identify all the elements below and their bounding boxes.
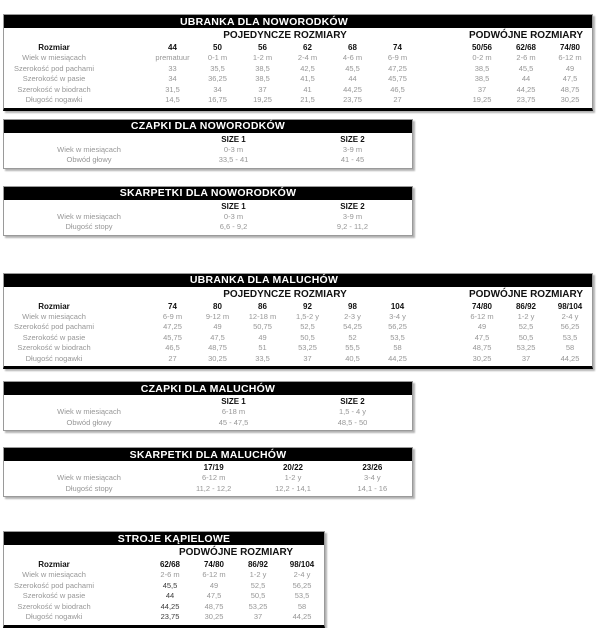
value-cell: 47,25 — [163, 322, 182, 331]
value-cell: 35,5 — [210, 63, 225, 73]
size-grid — [4, 287, 592, 367]
column-header: 62/68 — [159, 560, 181, 569]
table-title: CZAPKI DLA NOWORODKÓW — [130, 120, 286, 132]
value-cell: 58 — [565, 343, 575, 352]
value-cell: 6,6 - 9,2 — [219, 222, 248, 231]
row-label: Szerokość w pasie — [22, 332, 86, 342]
size-grid — [4, 200, 412, 235]
value-cell: 0-3 m — [223, 211, 244, 221]
table-title: STROJE KĄPIELOWE — [117, 532, 231, 545]
row-label: Wiek w miesiącach — [57, 211, 121, 221]
value-cell: 44,25 — [343, 84, 362, 94]
table-title: UBRANKA DLA NOWORODKÓW — [179, 15, 349, 28]
value-cell: 14,1 - 16 — [357, 483, 388, 493]
value-cell: 44,25 — [292, 612, 312, 621]
row-label: Wiek w miesiącach — [57, 144, 121, 154]
value-cell: 45,75 — [388, 74, 407, 83]
value-cell: 27 — [168, 353, 177, 363]
column-header: 62/68 — [515, 43, 537, 52]
column-header: 74 — [393, 43, 402, 52]
value-cell: 47,5 — [206, 591, 222, 600]
size-grid — [4, 28, 592, 108]
column-header: 44 — [168, 43, 177, 52]
value-cell: 47,5 — [474, 332, 490, 342]
column-header: 92 — [303, 301, 312, 311]
value-cell: 50,5 — [518, 332, 534, 342]
column-header: 86 — [258, 301, 267, 311]
row-label: Długość stopy — [65, 222, 113, 231]
table-title: UBRANKA DLA MALUCHÓW — [189, 274, 339, 286]
value-cell: 16,75 — [208, 95, 227, 104]
value-cell: 6-18 m — [221, 407, 246, 416]
value-cell: 14,5 — [165, 95, 180, 104]
value-cell: 41 - 45 — [340, 155, 365, 164]
row-label: Długość stopy — [65, 483, 113, 493]
size-grid — [4, 461, 412, 496]
value-cell: 45,5 — [345, 63, 360, 73]
value-cell: 30,25 — [204, 612, 224, 621]
value-cell: 3-4 y — [389, 311, 406, 321]
value-cell: prematuur — [155, 53, 190, 62]
column-header: 17/19 — [203, 463, 224, 472]
table-czapki-dla-maluchow — [3, 381, 413, 431]
table-title-band — [4, 448, 412, 461]
column-header: 86/92 — [515, 301, 537, 311]
column-header: SIZE 2 — [340, 201, 365, 211]
value-cell: 23,75 — [516, 95, 536, 104]
column-header: SIZE 2 — [340, 397, 365, 406]
value-cell: 9,2 - 11,2 — [336, 222, 369, 231]
value-cell: 6-9 m — [162, 311, 183, 321]
row-label: Wiek w miesiącach — [57, 473, 121, 482]
value-cell: 0-3 m — [223, 144, 244, 154]
size-grid — [4, 545, 324, 625]
value-cell: 49 — [565, 63, 575, 73]
column-header: SIZE 2 — [340, 134, 365, 144]
value-cell: 37 — [521, 353, 531, 363]
table-stroje-kapielowe — [3, 531, 325, 628]
value-cell: 12-18 m — [248, 311, 277, 321]
value-cell: 44,25 — [388, 353, 407, 363]
size-grid — [4, 133, 412, 168]
value-cell: 49 — [213, 322, 222, 331]
row-label: Wiek w miesiącach — [57, 407, 121, 416]
value-cell: 47,5 — [210, 332, 225, 342]
value-cell: 53,25 — [248, 601, 268, 611]
size-charts-document — [3, 14, 600, 628]
column-header: SIZE 1 — [221, 134, 246, 144]
value-cell: 45,75 — [163, 332, 182, 342]
value-cell: 47,25 — [388, 63, 407, 73]
value-cell: 33,5 — [255, 353, 270, 363]
value-cell: 36,25 — [208, 74, 227, 83]
size-grid — [4, 395, 412, 430]
column-group-header: PODWÓJNE ROZMIARY — [178, 547, 294, 558]
value-cell: 48,5 - 50 — [337, 417, 368, 427]
value-cell: 2-3 y — [344, 311, 361, 321]
row-label: Szerokość w biodrach — [17, 343, 91, 352]
value-cell: 30,25 — [560, 95, 580, 104]
value-cell: 37 — [303, 353, 312, 363]
value-cell: 53,5 — [294, 591, 310, 600]
value-cell: 3-9 m — [342, 211, 363, 221]
value-cell: 38,5 — [255, 63, 270, 73]
value-cell: 58 — [393, 343, 402, 352]
table-title: CZAPKI DLA MALUCHÓW — [140, 382, 276, 395]
row-label: Szerokość pod pachami — [13, 63, 95, 73]
value-cell: 2-4 y — [293, 570, 311, 579]
value-cell: 33,5 - 41 — [218, 155, 249, 164]
value-cell: 41 — [303, 84, 312, 94]
row-label: Szerokość pod pachami — [13, 322, 95, 331]
value-cell: 46,5 — [390, 84, 405, 94]
row-label: Długość nogawki — [25, 612, 83, 621]
value-cell: 52 — [348, 332, 357, 342]
column-header: 98 — [348, 301, 357, 311]
value-cell: 23,75 — [160, 612, 180, 621]
value-cell: 2-6 m — [160, 570, 180, 579]
value-cell: 41,5 — [300, 74, 315, 83]
value-cell: 19,25 — [253, 95, 272, 104]
value-cell: 56,25 — [292, 580, 312, 590]
value-cell: 51 — [258, 343, 267, 352]
value-cell: 30,25 — [472, 353, 492, 363]
value-cell: 58 — [297, 601, 307, 611]
row-label: Szerokość w biodrach — [17, 601, 91, 611]
value-cell: 44 — [521, 74, 531, 83]
value-cell: 44,25 — [516, 84, 536, 94]
table-title: SKARPETKI DLA NOWORODKÓW — [119, 187, 297, 199]
value-cell: 50,5 — [300, 332, 315, 342]
column-header: 20/22 — [282, 463, 303, 472]
value-cell: 6-12 m — [202, 570, 226, 579]
value-cell: 0-1 m — [207, 53, 228, 62]
column-header: SIZE 1 — [221, 201, 246, 211]
value-cell: 52,5 — [300, 322, 315, 331]
column-group-header: PODWÓJNE ROZMIARY — [468, 288, 584, 300]
row-label: Szerokość w pasie — [22, 74, 86, 83]
value-cell: 12,2 - 14,1 — [275, 483, 311, 493]
column-header: 86/92 — [247, 560, 269, 569]
value-cell: 50,75 — [253, 322, 272, 331]
value-cell: 1-2 y — [284, 473, 302, 482]
table-title-band — [4, 532, 324, 545]
value-cell: 2-6 m — [516, 53, 536, 62]
row-label: Szerokość pod pachami — [13, 580, 95, 590]
value-cell: 0-2 m — [472, 53, 492, 62]
value-cell: 6-12 m — [558, 53, 582, 62]
value-cell: 4-6 m — [342, 53, 363, 62]
value-cell: 27 — [393, 95, 402, 104]
value-cell: 48,75 — [560, 84, 580, 94]
value-cell: 53,25 — [516, 343, 536, 352]
column-group-header: POJEDYNCZE ROZMIARY — [223, 288, 347, 300]
value-cell: 3-9 m — [342, 144, 363, 154]
table-title-band — [4, 120, 412, 133]
column-group-header: PODWÓJNE ROZMIARY — [468, 30, 584, 41]
value-cell: 11,2 - 12,2 — [196, 483, 232, 493]
value-cell: 37 — [253, 612, 263, 621]
row-header-title: Rozmiar — [38, 560, 70, 569]
table-skarpetki-dla-maluchow — [3, 447, 413, 497]
value-cell: 42,5 — [300, 63, 315, 73]
value-cell: 53,25 — [298, 343, 317, 352]
column-header: 62 — [303, 43, 312, 52]
value-cell: 1,5-2 y — [296, 311, 319, 321]
value-cell: 38,5 — [474, 74, 490, 83]
table-ubranka-dla-noworodkow — [3, 14, 593, 111]
row-label: Szerokość w pasie — [22, 591, 86, 600]
value-cell: 31,5 — [165, 84, 180, 94]
value-cell: 1-2 y — [249, 570, 267, 579]
value-cell: 30,25 — [208, 353, 227, 363]
row-label: Wiek w miesiącach — [22, 53, 86, 62]
value-cell: 34 — [213, 84, 222, 94]
value-cell: 50,5 — [250, 591, 266, 600]
column-header: 74 — [168, 301, 177, 311]
value-cell: 37 — [258, 84, 267, 94]
row-label: Wiek w miesiącach — [22, 570, 86, 579]
value-cell: 37 — [477, 84, 487, 94]
row-header-title: Rozmiar — [38, 301, 70, 311]
value-cell: 40,5 — [345, 353, 360, 363]
value-cell: 44,25 — [160, 601, 180, 611]
value-cell: 34 — [168, 74, 177, 83]
value-cell: 44 — [348, 74, 357, 83]
value-cell: 33 — [168, 63, 177, 73]
row-label: Długość nogawki — [25, 95, 83, 104]
value-cell: 55,5 — [345, 343, 360, 352]
column-header: 50 — [213, 43, 222, 52]
value-cell: 52,5 — [250, 580, 266, 590]
value-cell: 54,25 — [343, 322, 362, 331]
value-cell: 46,5 — [165, 343, 180, 352]
column-header: 74/80 — [471, 301, 493, 311]
value-cell: 19,25 — [472, 95, 492, 104]
value-cell: 45,5 — [162, 580, 178, 590]
table-czapki-dla-noworodkow — [3, 119, 413, 169]
column-header: SIZE 1 — [221, 397, 246, 406]
row-label: Obwód głowy — [66, 155, 112, 164]
column-header: 74/80 — [559, 43, 581, 52]
value-cell: 52,5 — [518, 322, 534, 331]
value-cell: 3-4 y — [363, 473, 381, 482]
row-label: Wiek w miesiącach — [22, 311, 86, 321]
value-cell: 6-12 m — [201, 473, 226, 482]
table-title-band — [4, 382, 412, 395]
row-label: Szerokość w biodrach — [17, 84, 91, 94]
table-title-band — [4, 274, 592, 287]
column-header: 23/26 — [362, 463, 383, 472]
column-group-header: POJEDYNCZE ROZMIARY — [223, 30, 347, 41]
column-header: 104 — [390, 301, 405, 311]
column-header: 50/56 — [471, 43, 493, 52]
table-skarpetki-dla-noworodkow — [3, 186, 413, 236]
value-cell: 1-2 m — [252, 53, 273, 62]
value-cell: 9-12 m — [205, 311, 230, 321]
row-label: Długość nogawki — [25, 353, 83, 363]
table-title-band — [4, 15, 592, 28]
value-cell: 47,5 — [562, 74, 578, 83]
value-cell: 6-9 m — [387, 53, 408, 62]
value-cell: 38,5 — [255, 74, 270, 83]
value-cell: 2-4 y — [561, 311, 579, 321]
column-header: 80 — [213, 301, 222, 311]
value-cell: 6-12 m — [470, 311, 494, 321]
table-ubranka-dla-maluchow — [3, 273, 593, 370]
value-cell: 48,75 — [208, 343, 227, 352]
value-cell: 23,75 — [343, 95, 362, 104]
row-header-title: Rozmiar — [38, 43, 70, 52]
value-cell: 49 — [209, 580, 219, 590]
table-title-band — [4, 187, 412, 200]
value-cell: 56,25 — [388, 322, 407, 331]
row-label: Obwód głowy — [66, 417, 112, 427]
column-header: 98/104 — [289, 560, 315, 569]
column-header: 68 — [348, 43, 357, 52]
value-cell: 45,5 — [518, 63, 534, 73]
value-cell: 21,5 — [300, 95, 315, 104]
value-cell: 53,5 — [562, 332, 578, 342]
value-cell: 1-2 y — [517, 311, 535, 321]
value-cell: 49 — [258, 332, 267, 342]
value-cell: 2-4 m — [297, 53, 318, 62]
column-header: 74/80 — [203, 560, 225, 569]
column-header: 56 — [258, 43, 267, 52]
value-cell: 44,25 — [560, 353, 580, 363]
column-header: 98/104 — [557, 301, 583, 311]
value-cell: 1,5 - 4 y — [338, 407, 367, 416]
value-cell: 45 - 47,5 — [218, 417, 249, 427]
value-cell: 56,25 — [560, 322, 580, 331]
value-cell: 49 — [477, 322, 487, 331]
table-title: SKARPETKI DLA MALUCHÓW — [129, 448, 287, 461]
value-cell: 38,5 — [474, 63, 490, 73]
value-cell: 53,5 — [390, 332, 405, 342]
value-cell: 48,75 — [204, 601, 224, 611]
value-cell: 48,75 — [472, 343, 492, 352]
value-cell: 44 — [165, 591, 175, 600]
